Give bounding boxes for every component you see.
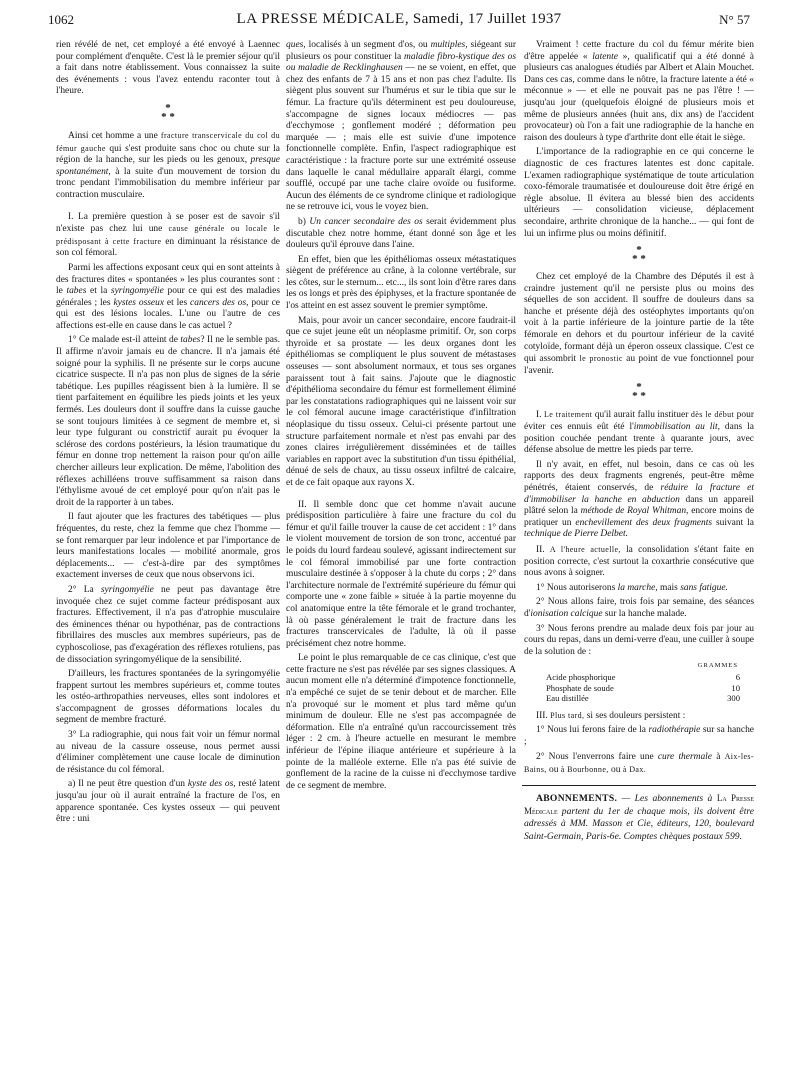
- paragraph: ques, localisés à un segment d'os, ou multiples, siégeant sur plusieurs os pour constituer la maladie fibro-kystique des os ou maladie de Recklinghausen — ne se voient, en effet, que chez des enfants de 7 à 15 ans et non pas chez l'adulte. Ils siègent plus souvent sur l'humérus et sur le tibia que sur le fémur. La fracture qu'ils déterminent est peu douloureuse, s'accompagne de signes locaux médiocres — pas d'ecchymose ; gonflement modéré ; déformation peu marquée — ; mais elle est suivie d'une impotence fonctionnelle complète. Enfin, l'aspect radiographique est caractéristique : la fracture porte sur une extrémité osseuse dans laquelle le canal médullaire apparaît élargi, comme soufflé, occupé par une tache claire ovoïde ou fusiforme. Aucun des éléments de ce syndrome clinique et radiologique ne se retrouve ici, vous le voyez bien.: [286, 40, 516, 213]
- paragraph: 1° Ce malade est-il atteint de tabes? Il ne le semble pas. Il affirme n'avoir jamais eu de chancre. Il n'a jamais été soigné pour la syphilis. Il ne présente sur le corps aucune cicatrice suspecte. Il n'a pas non plus de signes de la série tabétique. Les pupilles réagissent bien à la lumière. Il se tient parfaitement en équilibre les pieds joints et les yeux fermés. Les douleurs dont il souffre dans la cuisse gauche se sont toujours limitées à ce segment de membre et, si leur type fulgurant ou constrictif aurait pu évoquer la sclérose des cordons postérieurs, la lésion traumatique du fémur en donne trop nettement la raison pour qu'on aille chercher ailleurs leur explication. De même, l'abolition des réflexes achilléens trouve suffisamment sa raison dans l'éthylisme avoué de cet employé pour qu'on n'ait pas le droit de la rapporter à un tabes.: [56, 335, 281, 508]
- paragraph: Il n'y avait, en effet, nul besoin, dans ce cas où les rapports des deux fragments engrenés, peut-être même pénétrés, étaient conservés, de réduire la fracture et d'immobiliser la hanche en abduction dans un appareil plâtré selon la méthode de Royal Whitman, encore moins de pratiquer un enchevillement des deux fragments suivant la technique de Pierre Delbet.: [524, 459, 754, 540]
- paragraph: II. A l'heure actuelle, la consolidation s'étant faite en position correcte, c'est surtout la coxarthrie consécutive que nous avons à soigner.: [524, 544, 754, 579]
- subscription-notice: ABONNEMENTS. — Les abonnements à La Presse Médicale partent du 1er de chaque mois, ils doivent être adressés à MM. Masson et Cie, éditeurs, 120, boulevard Saint-Germain, Paris-6e. Comptes chèques postaux 599.: [524, 792, 754, 842]
- column-right: [524, 40, 754, 846]
- paragraph: rien révélé de net, cet employé a été envoyé à Laennec pour complément d'enquête. C'est là le premier séjour qu'il a fait dans notre établissement. Vous connaissez la suite des événements : vous l'avez entendu raconter tout à l'heure.: [56, 40, 280, 97]
- paragraph: Mais, pour avoir un cancer secondaire, encore faudrait-il que ce sujet jeune eût un néoplasme primitif. Or, son corps thyroïde et sa prostate — les deux organes dont les épithéliomas se compliquent le plus souvent de métastases osseuses — sont absolument normaux, et tous ses organes paraissent tout à fait sains. J'ajoute que le diagnostic d'épithélioma secondaire du fémur est formellement éliminé par les constatations radiographiques qui ne laissent voir sur le col fémoral aucune image caractéristique d'infiltration néoplasique du tissu osseux. Celui-ci présente partout une structure parfaitement normale et n'est pas envahi par des zones claires irrégulièrement disséminées et de tailles variables en rapport avec la substitution d'un tissu épithélial, dénué de sels de chaux, au tissu osseux infiltré de calcaire, et de ce fait opaque aux rayons X.: [286, 315, 516, 488]
- issue-date: , Samedi, 17 Juillet 1937: [404, 11, 562, 27]
- section-separator: * * *: [632, 244, 646, 266]
- paragraph: I. Le traitement qu'il aurait fallu instituer dès le début pour éviter ces ennuis eût été l'immobilisation au lit, dans la position couchée pendant trente à quarante jours, avec défense absolue de mettre les pieds par terre.: [524, 410, 754, 456]
- paragraph: 2° Nous allons faire, trois fois par semaine, des séances d'ionisation calcique sur la hanche malade.: [524, 597, 754, 619]
- prescription-unit: GRAMMES: [697, 662, 738, 670]
- paragraph: 1° Nous autoriserons la marche, mais sans fatigue.: [536, 582, 728, 593]
- page-header: [48, 8, 750, 34]
- paragraph: Vraiment ! cette fracture du col du fémur mérite bien d'être appelée « latente », qualificatif qui a été donné à plusieurs cas analogues étudiés par Albert et Alain Mouchet. Dans ces cas, comme dans le nôtre, la fracture latente a été « méconnue » — et elle ne pouvait pas ne pas l'être ! — jusqu'au jour (quelquefois éloigné de plusieurs mois et même de plusieurs années (huit ans, dix ans) de l'accident provocateur) où l'on a fait une radiographie de la hanche en raison des douleurs à type d'arthrite dont elle était le siège.: [524, 40, 754, 143]
- paragraph: III. Plus tard, si ses douleurs persistent :: [536, 710, 686, 721]
- paragraph: a) Il ne peut être question d'un kyste des os, resté latent jusqu'au jour où il aurait entraîné la fracture de l'os, en apparence spontanée. Ces kystes osseux — qui peuvent être : uni: [56, 779, 280, 825]
- paragraph: Il faut ajouter que les fractures des tabétiques — plus fréquentes, du reste, chez la femme que chez l'homme — se font remarquer par leur indolence et par l'importance de leurs manifestations locales — mobilité anormale, gros déplacements... — c'est-à-dire par des symptômes exactement inverses de ceux que nous observons ici.: [56, 512, 280, 581]
- paragraph: b) Un cancer secondaire des os serait évidemment plus discutable chez notre homme, étant donné son âge et les douleurs qu'il éprouve dans l'aine.: [286, 216, 516, 251]
- page-number: 1062: [48, 12, 74, 27]
- separator-rule: [522, 785, 756, 786]
- paragraph: En effet, bien que les épithéliomas osseux métastatiques siègent de préférence au crâne, à la colonne vertébrale, sur les côtes, sur le sternum... etc..., ils sont loin d'être rares dans les os longs et près des épiphyses, et la fracture spontanée de l'os atteint en est assez souvent le premier symptôme.: [286, 254, 516, 312]
- paragraph: D'ailleurs, les fractures spontanées de la syringomyélie frappent surtout les membres supérieurs et, comme toutes les ostéo-arthropathies nerveuses, elles sont indolores et s'accompagnent de grosses déformations locales du segment de membre fracturé.: [56, 669, 280, 726]
- paragraph: II. Il semble donc que cet homme n'avait aucune prédisposition particulière à faire une fracture du col du fémur et qu'il faille trouver la cause de cet accident : 1° dans le violent mouvement de torsion de son tronc, accentué par le poids du lourd fardeau soulevé, agissant indirectement sur le col fémoral immobilisé par une forte contraction musculaire destinée à s'opposer à la chute du corps ; 2° dans l'architecture normale de l'extrémité supérieure du fémur qui comporte une « zone faible » située à la partie moyenne du col anatomique entre la tête fémorale et le grand trochanter, là où passe généralement le trait de fracture dans les fractures transcervicales de l'adulte, là où il passe précisément chez notre homme.: [286, 499, 516, 649]
- paragraph: Ainsi cet homme a une fracture transcervicale du col du fémur gauche qui s'est produite sans choc ou chute sur la région de la hanche, sur les pieds ou les genoux, presque spontanément, à la suite d'un mouvement de torsion du tronc pendant l'immobilisation du membre inférieur par contraction musculaire.: [56, 130, 280, 200]
- issue-number: N° 57: [719, 12, 750, 27]
- prescription-row: Acide phosphorique 6: [546, 671, 740, 682]
- section-separator: * * *: [632, 381, 646, 403]
- column-middle: [286, 40, 516, 795]
- column-left: [56, 40, 280, 829]
- paragraph: I. La première question à se poser est de savoir s'il n'existe pas chez lui une cause générale ou locale le prédisposant à cette fracture en diminuant la résistance de son col fémoral.: [56, 211, 280, 259]
- running-title: [48, 11, 750, 28]
- paragraph: 2° Nous l'enverrons faire une cure thermale à Aix-les-Bains, ou à Bourbonne, ou à Dax.: [524, 752, 754, 776]
- paragraph: Le point le plus remarquable de ce cas clinique, c'est que cette fracture ne s'est pas révélée par ses signes classiques. A aucun moment elle n'a déterminé d'impotence fonctionnelle, n'a empêché ce sujet de se tenir debout et de marcher. Elle n'a provoqué sur le moment et plus tard même qu'un minimum de douleur. Elle ne s'est pas accompagnée de déformation. Elle n'a entraîné qu'un raccourcissement très léger : 2 cm. à l'heure actuelle en mesurant le membre inférieur de l'épine iliaque antérieure et supérieure à la pointe de la malléole externe. Elle n'a pas été suivie de gonflement de la racine de la cuisse ni d'ecchymose tardive de ce segment de membre.: [286, 653, 516, 791]
- paragraph: Parmi les affections exposant ceux qui en sont atteints à des fractures dites « spontanées » les plus courantes sont : le tabes et la syringomyélie pour ce qui est des maladies générales ; les kystes osseux et les cancers des os, pour ce qui est des lésions locales. L'une ou l'autre de ces affections est-elle en cause dans le cas actuel ?: [56, 262, 281, 331]
- paragraph: 3° La radiographie, qui nous fait voir un fémur normal au niveau de la cassure osseuse, nous permet aussi d'éliminer complètement une cause locale de diminution de résistance du col fémoral.: [56, 730, 280, 775]
- paragraph: Chez cet employé de la Chambre des Députés il est à craindre justement qu'il ne persiste plus ou moins des séquelles de son accident. Il souffre de douleurs dans sa hanche et présente déjà des ostéophytes importants qu'on voit à la partie inférieure de la jointure partie de la tête fémorale en dehors et du pourtour inférieur de la cavité cotyloïde, formant déjà un éperon osseux classique. C'est ce qui assombrit le pronostic au point de vue fonctionnel pour l'avenir.: [524, 272, 754, 376]
- paragraph: 1° Nous lui ferons faire de la radiothérapie sur sa hanche ;: [524, 725, 754, 747]
- section-separator: * * *: [161, 101, 175, 123]
- publication-name: LA PRESSE MÉDICALE: [236, 11, 405, 27]
- prescription-row: Phosphate de soude 10: [546, 682, 740, 693]
- paragraph: 2° La syringomyélie ne peut pas davantage être invoquée chez ce sujet comme facteur prédisposant aux fractures. Effectivement, il n'a pas d'atrophie musculaire des éminences thénar ou hypothénar, pas de contractions fibrillaires des muscles aux membres supérieurs, pas de cyphoscoliose, pas d'exagération des réflexes rotuliens, pas de dissociation syringomyélique de la sensibilité.: [56, 584, 280, 665]
- prescription-row: Eau distillée 300: [546, 693, 740, 704]
- prescription-table: [546, 661, 754, 703]
- paragraph: 3° Nous ferons prendre au malade deux fois par jour au cours du repas, dans un demi-verre d'eau, une cuiller à soupe de la solution de :: [524, 623, 754, 657]
- paragraph: L'importance de la radiographie en ce qui concerne le diagnostic de ces fractures latentes est donc capitale. L'examen radiographique systématique de toute articulation coxo-fémorale traumatisée et douloureuse doit être érigé en règle absolue. Il évitera au blessé bien des accidents ultérieurs — consolidation vicieuse, déplacement secondaire, arthrite chronique de la hanche... — qui font de lui un infirme plus ou moins définitif.: [524, 147, 754, 239]
